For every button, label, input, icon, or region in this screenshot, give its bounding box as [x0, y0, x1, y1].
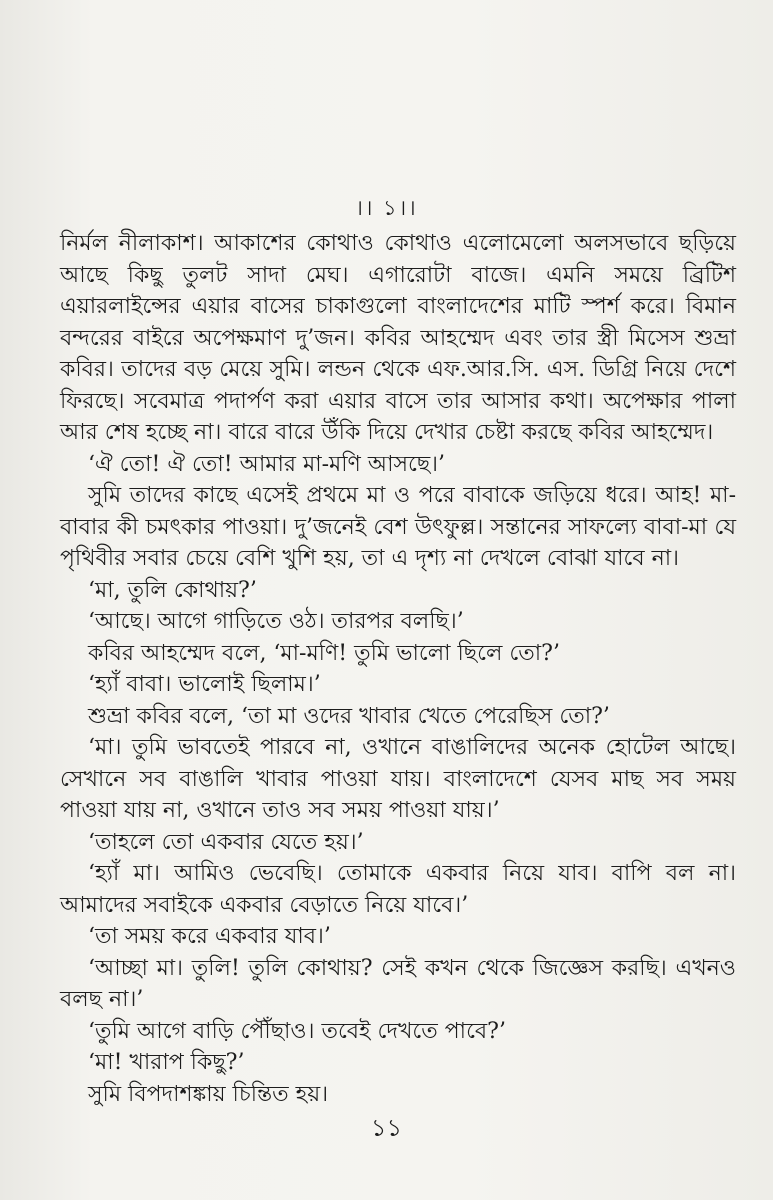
page-number: ১১ — [370, 1114, 403, 1142]
paragraph: ‘আছে। আগে গাড়িতে ওঠ। তারপর বলছি।’ — [88, 609, 464, 634]
paragraph: ‘মা! খারাপ কিছু?’ — [88, 1050, 245, 1075]
paragraph: ‘ঐ তো! ঐ তো! আমার মা-মণি আসছে।’ — [88, 451, 446, 477]
paragraph: কবির আহম্মেদ বলে, ‘মা-মণি! তুমি ভালো ছিলে তো?’ — [88, 640, 560, 666]
paragraph: ‘হ্যাঁ মা। আমিও ভেবেছি। তোমাকে একবার নিয়ে যাব। বাপি বল না। আমাদের সবাইকে একবার বেড়াতে নিয়ে যাবে।’ — [60, 861, 736, 918]
paragraph: ‘তা সময় করে একবার যাব।’ — [88, 924, 331, 949]
paragraph: নির্মল নীলাকাশ। আকাশের কোথাও কোথাও এলোমেলো অলসভাবে ছড়িয়ে আছে কিছু তুলট সাদা মেঘ। এগারোটা বাজে। এমনি সময়ে ব্রিটিশ এয়ারলাইন্সের এয়ার বাসের চাকাগুলো বাংলাদেশের মাটি স্পর্শ করে। বিমান বন্দরের বাইরে অপেক্ষমাণ দু’জন। কবির আহম্মেদ এবং তার স্ত্রী মিসেস শুভ্রা কবির। তাদের বড় মেয়ে সুমি। লন্ডন থেকে এফ.আর.সি. এস. ডিগ্রি নিয়ে দেশে ফিরছে। সবেমাত্র পদার্পণ করা এয়ার বাসে তার আসার কথা। অপেক্ষার পালা আর শেষ হচ্ছে না। বারে বারে উঁকি দিয়ে দেখার চেষ্টা করছে কবির আহম্মেদ। — [60, 231, 736, 445]
paragraph: ‘মা। তুমি ভাবতেই পারবে না, ওখানে বাঙালিদের অনেক হোটেল আছে। সেখানে সব বাঙালি খাবার পাওয়া যায়। বাংলাদেশে যেসব মাছ সব সময় পাওয়া যায় না, ওখানে তাও সব সময় পাওয়া যায়।’ — [60, 735, 736, 823]
chapter-marker: ।। ১।। — [355, 196, 418, 220]
paragraph: ‘মা, তুলি কোথায়?’ — [88, 577, 257, 603]
paragraph: ‘হ্যাঁ বাবা। ভালোই ছিলাম।’ — [88, 672, 321, 697]
body-text — [60, 228, 736, 1110]
paragraph: ‘আচ্ছা মা। তুলি! তুলি কোথায়? সেই কখন থেকে জিজ্ঞেস করছি। এখনও বলছ না।’ — [60, 955, 736, 1012]
paragraph: সুমি তাদের কাছে এসেই প্রথমে মা ও পরে বাবাকে জড়িয়ে ধরে। আহ! মা-বাবার কী চমৎকার পাওয়া। দু’জনেই বেশ উৎফুল্ল। সন্তানের সাফল্যে বাবা-মা যে পৃথিবীর সবার চেয়ে বেশি খুশি হয়, তা এ দৃশ্য না দেখলে বোঝা যাবে না। — [60, 483, 736, 571]
paragraph: সুমি বিপদাশঙ্কায় চিন্তিত হয়। — [88, 1081, 329, 1107]
paragraph: শুভ্রা কবির বলে, ‘তা মা ওদের খাবার খেতে পেরেছিস তো?’ — [88, 703, 610, 729]
paragraph: ‘তাহলে তো একবার যেতে হয়।’ — [88, 829, 364, 855]
paragraph: ‘তুমি আগে বাড়ি পৌঁছাও। তবেই দেখতে পাবে?’ — [88, 1018, 506, 1044]
